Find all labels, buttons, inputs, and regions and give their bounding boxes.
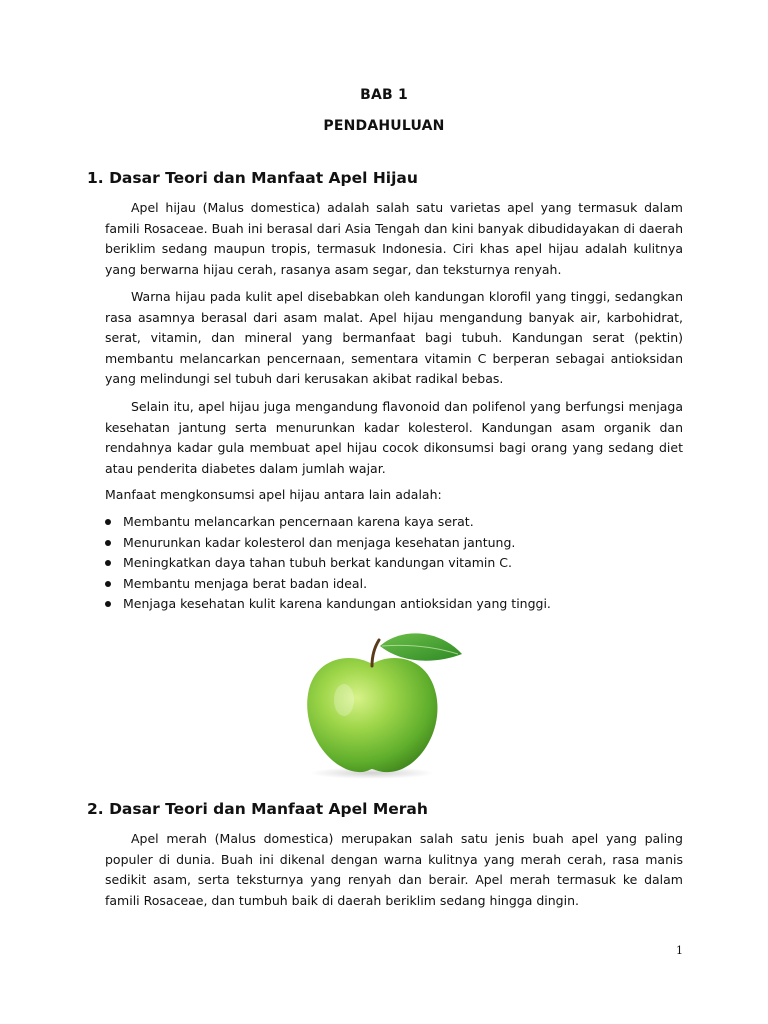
section1-paragraph-2: Warna hijau pada kulit apel disebabkan oleh kandungan klorofil yang tinggi, sedangkan rasa asamnya berasal dari asam malat. Apel hijau mengandung banyak air, karbohidrat, serat, vitamin, dan mineral yang bermanfaat bagi tubuh. Kandungan serat (pektin) membantu melancarkan pencernaan, sementara vitamin C berperan sebagai antioksidan yang melindungi sel tubuh dari kerusakan akibat radikal bebas.	[105, 289, 683, 386]
list-item: Menurunkan kadar kolesterol dan menjaga kesehatan jantung.	[105, 533, 665, 554]
bullet-icon	[105, 560, 111, 566]
bullet-icon	[105, 581, 111, 587]
section1-paragraph-3: Selain itu, apel hijau juga mengandung flavonoid dan polifenol yang berfungsi menjaga kesehatan jantung serta menurunkan kadar kolesterol. Kandungan asam organik dan rendahnya kadar gula membuat apel hijau cocok dikonsumsi bagi orang yang sedang diet atau penderita diabetes dalam jumlah wajar.	[105, 399, 683, 476]
green-apple-icon	[300, 630, 478, 780]
benefits-list	[105, 512, 665, 615]
section2-paragraph-1: Apel merah (Malus domestica) merupakan salah satu jenis buah apel yang paling populer di dunia. Buah ini dikenal dengan warna kulitnya yang merah cerah, rasa manis sedikit asam, serta teksturnya yang renyah dan berair. Apel merah termasuk ke dalam famili Rosaceae, dan tumbuh baik di daerah beriklim sedang hingga dingin.	[105, 831, 683, 908]
section1-paragraph-1: Apel hijau (Malus domestica) adalah salah satu varietas apel yang termasuk dalam famili Rosaceae. Buah ini berasal dari Asia Tengah dan kini banyak dibudidayakan di daerah beriklim sedang maupun tropis, termasuk Indonesia. Ciri khas apel hijau adalah kulitnya yang berwarna hijau cerah, rasanya asam segar, dan teksturnya renyah.	[105, 200, 683, 277]
section1-heading: 1. Dasar Teori dan Manfaat Apel Hijau	[87, 169, 418, 187]
list-item: Meningkatkan daya tahan tubuh berkat kandungan vitamin C.	[105, 553, 665, 574]
chapter-title: PENDAHULUAN	[323, 118, 445, 134]
list-item: Menjaga kesehatan kulit karena kandungan antioksidan yang tinggi.	[105, 594, 665, 615]
section2-heading: 2. Dasar Teori dan Manfaat Apel Merah	[87, 800, 428, 818]
page-number: 1	[676, 944, 683, 957]
bullet-icon	[105, 519, 111, 525]
list-item: Membantu menjaga berat badan ideal.	[105, 574, 665, 595]
chapter-label: BAB 1	[360, 87, 408, 103]
bullet-icon	[105, 601, 111, 607]
list-item: Membantu melancarkan pencernaan karena kaya serat.	[105, 512, 665, 533]
bullet-icon	[105, 540, 111, 546]
green-apple-image	[300, 630, 478, 780]
list-intro: Manfaat mengkonsumsi apel hijau antara lain adalah:	[105, 487, 442, 502]
